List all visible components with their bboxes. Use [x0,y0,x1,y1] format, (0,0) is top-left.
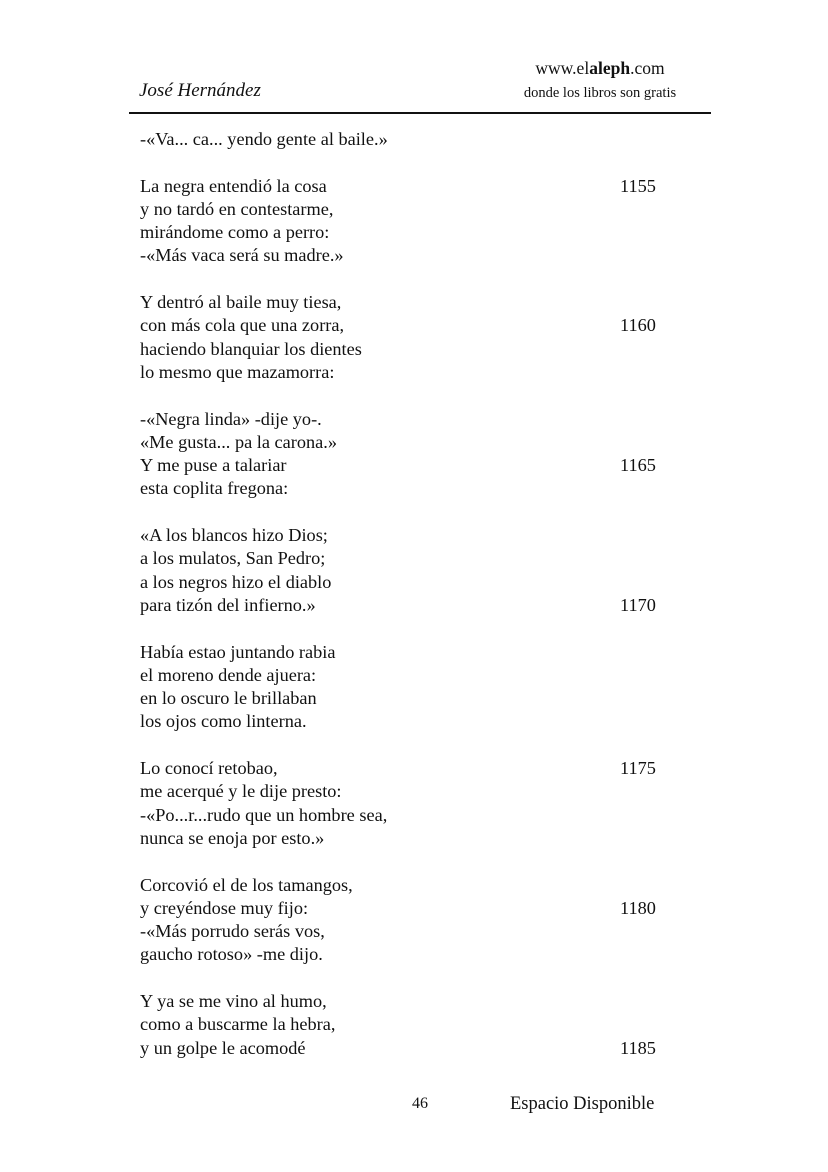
verse-text: el moreno dende ajuera: [140,664,317,685]
verse-line [140,361,680,384]
verse-text: Y dentró al baile muy tiesa, [140,292,342,313]
verse-text: «Me gusta... pa la carona.» [140,431,337,452]
verse-line [140,408,680,431]
stanza [140,874,680,967]
verse-text: gaucho rotoso» -me dijo. [140,944,323,965]
verse-line [140,664,680,687]
verse-text: y no tardó en contestarme, [140,198,334,219]
verse-text: y un golpe le acomodé [140,1037,306,1058]
verse-text: -«Más vaca será su madre.» [140,245,344,266]
site-url-bold: aleph [589,58,631,78]
stanza [140,524,680,617]
verse-line [140,221,680,244]
stanza [140,408,680,501]
line-number: 1175 [620,758,656,779]
line-number: 1155 [620,175,656,196]
site-tagline: donde los libros son gratis [523,85,677,101]
verse-line [140,1013,680,1036]
line-number: 1180 [620,897,656,918]
verse-text: haciendo blanquiar los dientes [140,338,362,359]
verse-line [140,524,680,547]
verse-line [140,990,680,1013]
verse-line [140,804,680,827]
line-number: 1185 [620,1037,656,1058]
verse-text: mirándome como a perro: [140,222,330,243]
site-url[interactable] [510,58,690,79]
verse-text: -«Va... ca... yendo gente al baile.» [140,129,388,149]
verse-text: Y ya se me vino al humo, [140,990,327,1011]
stanza-gap [140,268,680,291]
verse-text: para tizón del infierno.» [140,594,316,615]
verse-line [140,1037,680,1060]
verse-text: Había estao juntando rabia [140,641,336,662]
page-number: 46 [412,1095,428,1112]
verse-text: -«Más porrudo serás vos, [140,921,325,942]
stanza [140,757,680,850]
verse-text: nunca se enoja por esto.» [140,827,325,848]
verse-line [140,314,680,337]
verse-line [140,780,680,803]
stanza [140,128,680,151]
verse-text: como a buscarme la hebra, [140,1014,336,1035]
verse-line [140,827,680,850]
verse-text: esta coplita fregona: [140,478,289,499]
verse-line [140,547,680,570]
stanza-gap [140,501,680,524]
verse-line [140,454,680,477]
stanza-gap [140,617,680,640]
verse-text: La negra entendió la cosa [140,175,327,196]
verse-line [140,943,680,966]
verse-line [140,291,680,314]
verse-line [140,477,680,500]
verse-line [140,198,680,221]
footer-note: Espacio Disponible [510,1094,655,1114]
verse-text: «A los blancos hizo Dios; [140,525,328,546]
verse-text: -«Po...r...rudo que un hombre sea, [140,804,388,825]
verse-line [140,128,680,151]
verse-line [140,687,680,710]
stanza-gap [140,850,680,873]
verse-text: a los negros hizo el diablo [140,571,332,592]
stanza [140,641,680,734]
verse-line [140,431,680,454]
verse-line [140,594,680,617]
line-number: 1160 [620,315,656,336]
verse-text: y creyéndose muy fijo: [140,897,309,918]
verse-line [140,641,680,664]
verse-text: Corcovió el de los tamangos, [140,874,353,895]
verse-line [140,338,680,361]
verse-text: en lo oscuro le brillaban [140,688,317,709]
stanza [140,291,680,384]
verse-line [140,571,680,594]
verse-line [140,920,680,943]
poem-body [140,128,680,1060]
stanza-gap [140,384,680,407]
stanza-gap [140,967,680,990]
header-divider [129,112,711,114]
stanza [140,990,680,1060]
verse-line [140,874,680,897]
verse-text: me acerqué y le dije presto: [140,781,342,802]
verse-line [140,244,680,267]
verse-text: los ojos como linterna. [140,711,307,732]
verse-text: -«Negra linda» -dije yo-. [140,408,322,429]
verse-line [140,175,680,198]
site-url-prefix: www.el [535,58,590,78]
verse-text: con más cola que una zorra, [140,315,345,336]
verse-text: lo mesmo que mazamorra: [140,361,335,382]
stanza-gap [140,734,680,757]
line-number: 1170 [620,594,656,615]
site-url-suffix: .com [630,58,665,78]
verse-line [140,710,680,733]
verse-text: Y me puse a talariar [140,455,287,476]
verse-text: a los mulatos, San Pedro; [140,548,326,569]
stanza [140,175,680,268]
verse-text: Lo conocí retobao, [140,758,278,779]
author-name: José Hernández [139,80,261,101]
stanza-gap [140,151,680,174]
line-number: 1165 [620,455,656,476]
verse-line [140,757,680,780]
verse-line [140,897,680,920]
